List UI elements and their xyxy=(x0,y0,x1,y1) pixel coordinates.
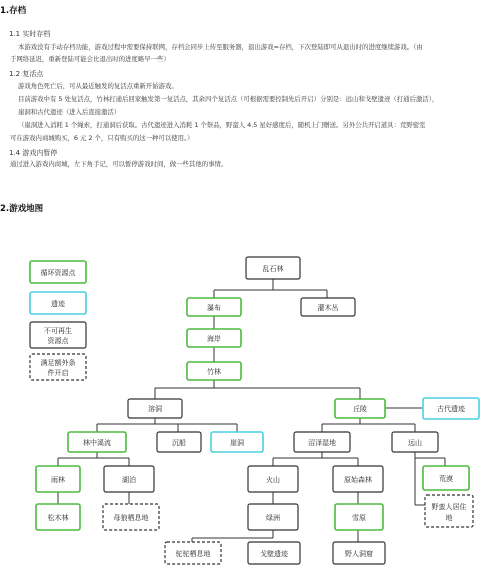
paragraph-line: 崖洞和古代遗迹（进入后直接激活） xyxy=(18,108,121,116)
paragraph-line: 目前游戏中有 5 处复活点，竹林打通后回家触发第一复活点，其余四个复活点（可根据需要控制先后开启）分别是：远山和戈壁遗迹（打通后激活）， xyxy=(18,95,439,103)
node-label: 沉船 xyxy=(172,439,186,447)
paragraph-line: 本游戏没有手动存档功能，游戏过程中需要保持联网，存档会同步上传至服务器，退出游戏=存档，下次登陆即可从退出时的进度继续游戏。（由 xyxy=(18,43,423,51)
node-label: 瀑布 xyxy=(207,304,221,312)
node-label: 乱石林 xyxy=(262,265,284,273)
node-label: 竹林 xyxy=(207,368,221,376)
node-label: 母狼栖息地 xyxy=(113,514,149,522)
node-label: 雨林 xyxy=(51,476,65,484)
node-label: 戈壁遗迹 xyxy=(260,550,288,558)
section-title-map: 2.游戏地图 xyxy=(0,204,44,214)
paragraph-line: 游戏角色死亡后，可从最近触发的复活点重新开始游戏。 xyxy=(18,82,178,90)
legend-ruins-label: 遗迹 xyxy=(51,300,65,308)
node-label: 丘陵 xyxy=(353,405,367,413)
node-label: 野蛮人居住 xyxy=(431,503,467,511)
node-label: 野人洞窟 xyxy=(345,550,373,558)
node-label: 雪原 xyxy=(352,514,366,522)
subsection-title-pause: 1.4 游戏内暂停 xyxy=(9,149,58,157)
node-label: 古代遗迹 xyxy=(437,405,465,413)
node-label: 原始森林 xyxy=(344,476,372,484)
subsection-title-realtime-save: 1.1 实时存档 xyxy=(9,30,51,38)
subsection-title-respawn: 1.2 复活点 xyxy=(9,70,44,78)
node-label: 荒漠 xyxy=(439,475,453,483)
node-label: 地 xyxy=(445,514,453,522)
legend-nonrenewable-label: 不可再生 xyxy=(44,327,72,335)
node-label: 驼驼栖息地 xyxy=(175,550,211,558)
node-label: 林中溪流 xyxy=(83,439,111,447)
node-label: 远山 xyxy=(408,439,422,447)
legend-extra-condition-label: 满足额外条 xyxy=(40,359,76,367)
node-yemanren xyxy=(425,495,473,527)
legend-nonrenewable-label: 资源点 xyxy=(47,337,69,345)
node-label: 沼泽湿地 xyxy=(308,439,336,447)
node-label: 湖泊 xyxy=(122,476,136,484)
node-label: 绿洲 xyxy=(266,514,280,522)
legend-resource-label: 循环资源点 xyxy=(40,269,76,277)
node-label: 灌木丛 xyxy=(317,304,339,312)
legend xyxy=(30,261,86,380)
paragraph-line: （崖洞进入消耗 1 个绳索，打通洞后获取。古代遗迹进入消耗 1 个祭品，野蛮人 4.5 星好感度后，随机上门赠送。另外公共开启道具：荒野密室 xyxy=(18,121,426,129)
node-label: 松木林 xyxy=(47,514,69,522)
paragraph-line: 通过进入游戏内商城，左下角手记，可以暂停游戏时间，做一些其他的事情。 xyxy=(10,160,228,168)
node-label: 火山 xyxy=(266,476,280,484)
node-label: 崖洞 xyxy=(230,439,244,447)
legend-extra-condition-label: 件开启 xyxy=(47,369,69,377)
node-label: 溶洞 xyxy=(148,405,162,413)
paragraph-line: 于网络延迟，重新登陆可能会比退出时的进度略早一些） xyxy=(10,55,170,63)
section-title-save: 1.存档 xyxy=(0,6,27,16)
paragraph-line: 可在游戏内商城购买，6 元 2 个，只有购买的这一种可以使用。） xyxy=(10,134,194,142)
node-label: 海岸 xyxy=(207,335,221,343)
